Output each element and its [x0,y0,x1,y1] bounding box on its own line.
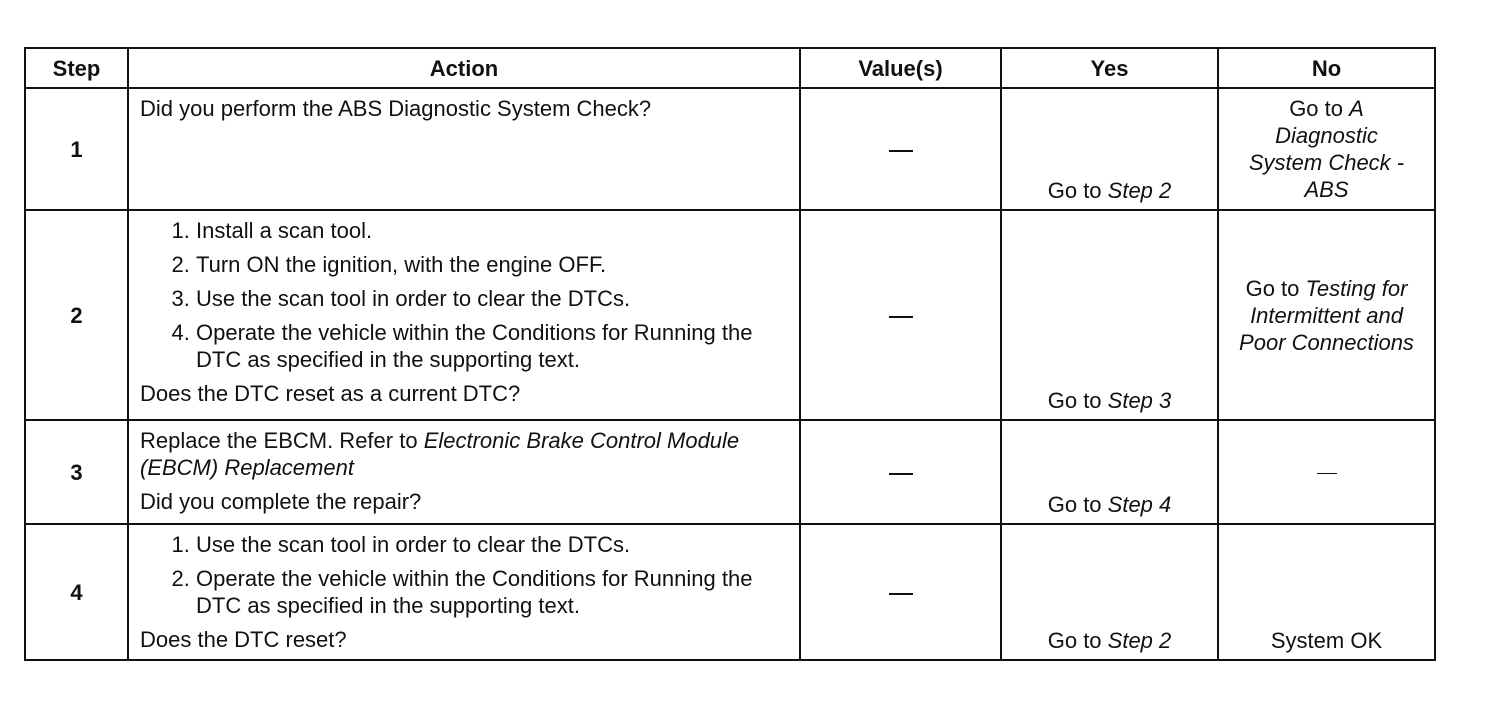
value-cell [800,88,1001,210]
no-link[interactable]: Testing for Intermittent and Poor Connections [1239,275,1414,355]
no-prefix: Go to [1289,96,1350,121]
action-steps-list [140,217,791,373]
list-item: 3. Use the scan tool in order to clear the DTCs. [196,285,791,312]
list-item: 4. Operate the vehicle within the Conditions for Running the DTC as specified in the supporting text. [196,319,791,373]
action-cell [128,210,800,420]
no-result: System OK [1270,628,1383,653]
question-text: Did you complete the repair? [140,489,422,514]
yes-cell [1001,88,1218,210]
action-steps-list [140,531,791,619]
action-cell [128,524,800,660]
list-item: 1. Use the scan tool in order to clear the DTCs. [196,531,791,558]
yes-prefix: Go to [1047,628,1108,653]
step-number: 3 [25,420,128,524]
dash-mark [889,473,913,475]
yes-prefix: Go to [1047,178,1108,203]
header-values: Value(s) [800,48,1001,88]
step-number: 4 [25,524,128,660]
no-cell [1218,210,1435,420]
step-number: 2 [25,210,128,420]
yes-cell [1001,524,1218,660]
action-cell [128,420,800,524]
header-row [25,48,1435,88]
table-row [25,210,1435,420]
instruction-text [140,427,791,481]
reference-link[interactable]: Electronic Brake Control Module (EBCM) Replacement [140,428,740,480]
value-cell [800,420,1001,524]
yes-link[interactable]: Step 3 [1107,388,1172,413]
no-link[interactable]: A Diagnostic System Check - ABS [1248,96,1405,202]
dash-mark [1317,473,1337,474]
yes-prefix: Go to [1047,492,1108,517]
table-row [25,88,1435,210]
value-cell [800,524,1001,660]
no-cell [1218,524,1435,660]
header-no: No [1218,48,1435,88]
list-item: 2. Operate the vehicle within the Conditions for Running the DTC as specified in the supporting text. [196,565,791,619]
value-cell [800,210,1001,420]
header-yes: Yes [1001,48,1218,88]
yes-cell [1001,420,1218,524]
yes-cell [1001,210,1218,420]
question-text: Does the DTC reset? [140,627,347,652]
list-item: 2. Turn ON the ignition, with the engine OFF. [196,251,791,278]
yes-link[interactable]: Step 2 [1107,178,1172,203]
yes-link[interactable]: Step 2 [1107,628,1172,653]
dash-mark [889,593,913,595]
instruction-intro: Replace the EBCM. Refer to [140,428,424,453]
header-step: Step [25,48,128,88]
table-row [25,420,1435,524]
yes-prefix: Go to [1047,388,1108,413]
question-text: Does the DTC reset as a current DTC? [140,381,521,406]
no-prefix: Go to [1245,275,1306,301]
diagnostic-table [24,47,1436,661]
dash-mark [889,316,913,318]
list-item: 1. Install a scan tool. [196,217,791,244]
no-cell [1218,88,1435,210]
action-cell [128,88,800,210]
yes-link[interactable]: Step 4 [1107,492,1172,517]
header-action: Action [128,48,800,88]
question-text: Did you perform the ABS Diagnostic System Check? [140,96,652,121]
table-row [25,524,1435,660]
step-number: 1 [25,88,128,210]
no-cell [1218,420,1435,524]
dash-mark [889,150,913,152]
